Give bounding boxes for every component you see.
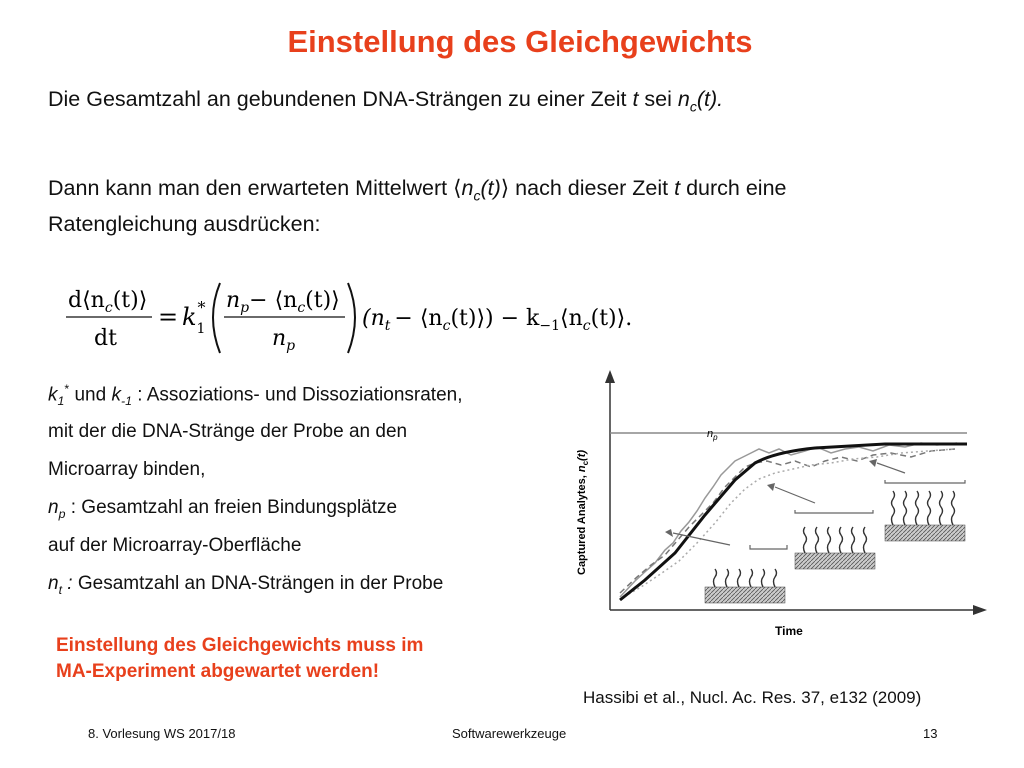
note-line1: Einstellung des Gleichgewichts muss im [56,635,424,656]
x-axis-arrow [973,605,987,615]
frac-num-end: (t)⟩ [305,288,340,313]
para2-after: nach dieser Zeit [515,176,669,200]
frac-den-n: n [272,326,287,351]
y-label-n: n [576,465,588,473]
def-line6-rest: Gesamtzahl an DNA-Strängen in der Probe [77,573,444,594]
def-np-n: n [48,497,59,518]
lhs-numerator: d⟨n [68,288,105,313]
arrow-mid [775,487,815,503]
frac-num-n: n [226,288,241,313]
def-line1-rest: : Assoziations- und Dissoziationsraten, [137,384,463,406]
figure-citation: Hassibi et al., Nucl. Ac. Res. 37, e132 (2009) [583,688,922,707]
rate-equation [60,275,660,360]
var-n: n [677,87,690,111]
paragraph-mean-line1 [48,176,786,203]
y-label-sub: c [581,460,590,466]
np-label [707,428,718,442]
footer-page-number: 13 [923,726,938,741]
x-axis-label: Time [775,624,803,638]
np-label-n: n [707,428,714,440]
tail-b-sub: c [442,318,451,334]
surface-early [705,587,785,603]
para2-text: Dann kann man den erwarteten Mittelwert [48,176,448,200]
surface-late [885,525,965,541]
def-k1-sub: 1 [57,394,65,409]
var-n-arg: (t). [696,87,724,111]
tail-e: (t)⟩. [590,306,633,331]
def-nt-sub: t [58,582,63,597]
mean-var-n: n [461,176,474,200]
def-line2: mit der die DNA-Stränge der Probe an den [48,421,408,442]
def-line3: Microarray binden, [48,459,206,480]
svg-text:k1* [182,298,205,337]
bracket-open: ⟨ [453,176,462,200]
lhs-num-end: (t)⟩ [112,288,148,313]
def-nt-colon: : [67,573,73,594]
model-curve [620,444,967,600]
def-line4-rest: : Gesamtzahl an freien Bindungsplätze [70,497,398,518]
frac-num-mid: − ⟨n [249,288,298,313]
para1-sei: sei [644,87,672,111]
frac-num-sub2: c [297,300,306,316]
def-nt [48,573,443,597]
para2-end: durch eine [686,176,787,200]
k1-symbol: k [182,303,197,331]
svg-text:np− ⟨nc(t)⟩ [226,288,340,316]
k1-sup: * [197,298,206,317]
paren-open-large [213,283,220,353]
tail-d: ⟨n [560,306,583,331]
tail-c-sub: −1 [539,318,561,334]
y-label-text: Captured Analytes, [576,475,588,575]
svg-text:np [272,326,295,354]
var-n-sub: c [689,98,697,115]
arrow-late [877,463,905,473]
y-axis-arrow [605,370,615,383]
tail-a-sub: t [384,318,391,334]
k1-sub: 1 [196,321,206,337]
def-km: k [111,384,121,406]
svg-text:d⟨nc(t)⟩ [68,288,147,316]
note-line2: MA-Experiment abgewartet werden! [56,661,380,682]
def-k1: k [48,384,58,406]
slide-title: Einstellung des Gleichgewichts [287,24,753,59]
def-np [48,497,397,521]
lhs-num-sub: c [104,300,113,316]
svg-text:(nt− ⟨nc(t)⟩) − k−1⟨nc(t)⟩. [362,306,632,334]
frac-den-sub: p [286,338,296,354]
bracket-close: ⟩ [500,176,510,200]
lhs-denominator: dt [94,326,117,351]
binding-kinetics-figure [555,365,995,645]
arrow-early-head [665,529,673,537]
y-axis-label [576,450,590,575]
equals-sign: = [158,303,179,331]
tail-c: (t)⟩) − k [450,306,540,331]
def-nt-n: n [48,573,59,594]
tail-d-sub: c [582,318,591,334]
def-k1-sup: * [64,382,70,396]
paragraph-total-bound [48,87,723,114]
paragraph-mean-line2: Ratengleichung ausdrücken: [48,212,321,236]
def-line5: auf der Microarray-Oberfläche [48,535,302,556]
footer-lecture: 8. Vorlesung WS 2017/18 [88,726,236,741]
def-km-sub: -1 [120,394,132,409]
paren-close-large [348,283,355,353]
arrow-mid-head [767,483,775,491]
def-np-sub: p [58,506,66,521]
mean-var-sub: c [473,187,481,204]
frac-num-sub: p [240,300,250,316]
para1-text: Die Gesamtzahl an gebundenen DNA-Strängen zu einer Zeit [48,87,627,111]
arrow-late-head [869,459,877,467]
bracket-late [885,480,965,483]
var-t: t [632,87,639,111]
bracket-early [750,545,787,549]
var-t-2: t [674,176,681,200]
footer-course: Softwarewerkzeuge [452,726,567,741]
def-und: und [74,384,107,406]
data-curve-gray [620,443,957,597]
np-label-sub: p [713,433,718,442]
mean-var-arg: (t) [480,176,501,200]
y-label-arg: (t) [576,449,588,461]
surface-mid [795,553,875,569]
def-k1-km [48,382,463,408]
bracket-mid [795,510,873,513]
tail-b: − ⟨n [394,306,443,331]
tail-a: (n [362,306,385,331]
